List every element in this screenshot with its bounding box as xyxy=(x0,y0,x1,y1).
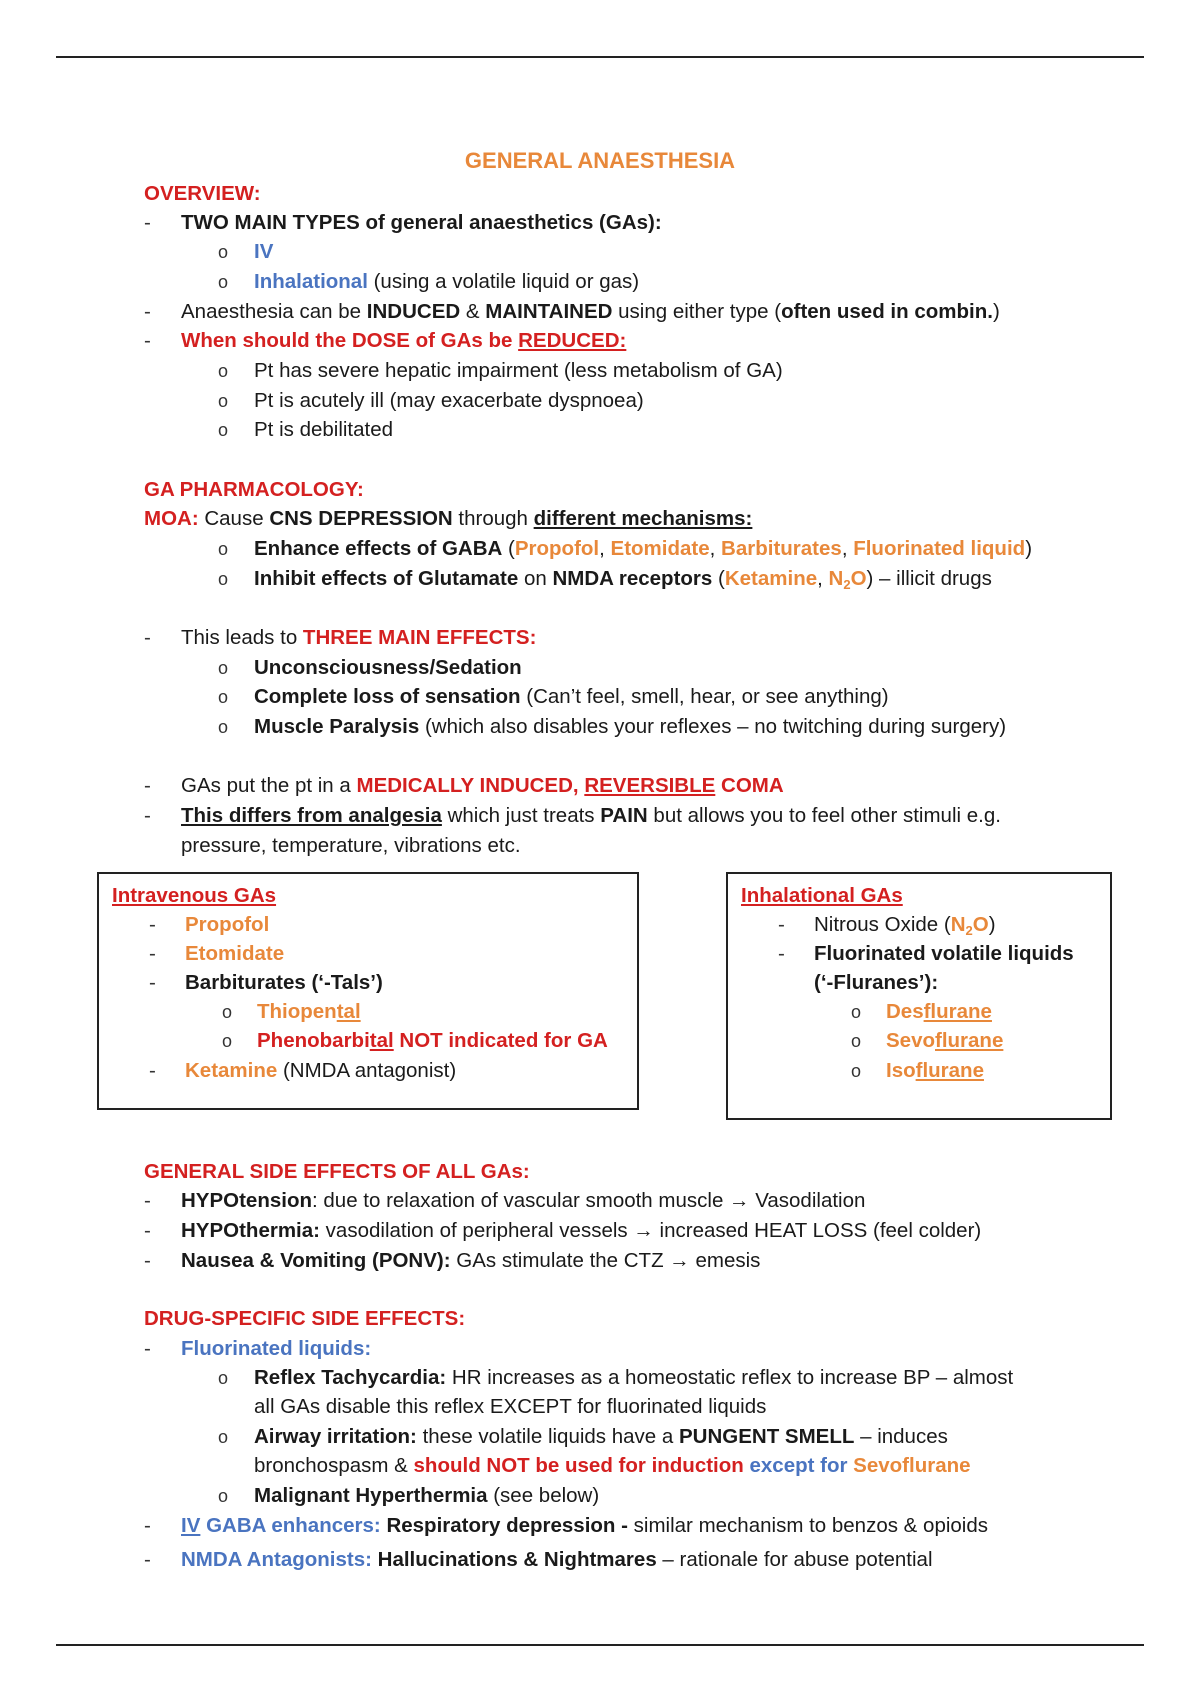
inh-fluorinated: Fluorinated volatile liquids xyxy=(814,942,1074,965)
differs-line-2: pressure, temperature, vibrations etc. xyxy=(181,834,521,857)
inh-box-heading: Inhalational GAs xyxy=(741,884,903,907)
iv-box-heading: Intravenous GAs xyxy=(112,884,277,907)
moa-line: MOA: Cause CNS DEPRESSION through different mechanisms: xyxy=(144,507,753,530)
circle-bullet-icon: o xyxy=(218,1486,229,1506)
circle-bullet-icon: o xyxy=(218,687,229,707)
type-inhalational: Inhalational (using a volatile liquid or gas) xyxy=(254,270,640,293)
circle-bullet-icon: o xyxy=(218,1427,229,1447)
malignant-hyperthermia: Malignant Hyperthermia (see below) xyxy=(254,1484,600,1507)
dash-bullet: - xyxy=(144,1514,151,1537)
effect-item: Unconsciousness/Sedation xyxy=(254,656,522,679)
general-se-item: HYPOthermia: vasodilation of peripheral vessels → increased HEAT LOSS (feel colder) xyxy=(181,1219,982,1242)
dose-item: Pt has severe hepatic impairment (less metabolism of GA) xyxy=(254,359,783,382)
general-se-item: Nausea & Vomiting (PONV): GAs stimulate the CTZ → emesis xyxy=(181,1249,761,1272)
bottom-rule xyxy=(56,1644,1144,1646)
dash-bullet: - xyxy=(144,1249,151,1272)
type-iv: IV xyxy=(254,240,274,263)
iv-propofol: Propofol xyxy=(185,913,270,936)
iv-phenobarbital: Phenobarbital NOT indicated for GA xyxy=(257,1029,608,1052)
circle-bullet-icon: o xyxy=(218,361,229,381)
iv-barbiturates: Barbiturates (‘-Tals’) xyxy=(185,971,383,994)
dash-bullet: - xyxy=(778,942,785,965)
drug-se-fluorinated: Fluorinated liquids: xyxy=(181,1337,372,1360)
dash-bullet: - xyxy=(144,1189,151,1212)
differs-line: This differs from analgesia which just treats PAIN but allows you to feel other stimuli e.g. xyxy=(181,804,1001,827)
induced-line: Anaesthesia can be INDUCED & MAINTAINED using either type (often used in combin.) xyxy=(181,300,1000,323)
dose-item: Pt is debilitated xyxy=(254,418,394,441)
dose-line: When should the DOSE of GAs be REDUCED: xyxy=(181,329,627,352)
page-title: GENERAL ANAESTHESIA xyxy=(464,148,736,173)
dash-bullet: - xyxy=(144,626,151,649)
pharmacology-heading: GA PHARMACOLOGY: xyxy=(144,478,364,501)
dash-bullet: - xyxy=(144,300,151,323)
overview-heading: OVERVIEW: xyxy=(144,182,261,205)
dash-bullet: - xyxy=(144,211,151,234)
nmda-line: Inhibit effects of Glutamate on NMDA receptors (Ketamine, $N_2O$) – illicit drugs xyxy=(254,567,992,592)
circle-bullet-icon: o xyxy=(851,1031,862,1051)
reflex-tachycardia-2: all GAs disable this reflex EXCEPT for fluorinated liquids xyxy=(254,1395,767,1418)
circle-bullet-icon: o xyxy=(218,1368,229,1388)
iv-ketamine: Ketamine (NMDA antagonist) xyxy=(185,1059,457,1082)
reflex-tachycardia: Reflex Tachycardia: HR increases as a homeostatic reflex to increase BP – almost xyxy=(254,1366,1014,1389)
airway-irritation-2: bronchospasm & should NOT be used for induction except for Sevoflurane xyxy=(254,1454,971,1477)
general-se-heading: GENERAL SIDE EFFECTS OF ALL GAs: xyxy=(144,1160,530,1183)
effect-item: Complete loss of sensation (Can’t feel, smell, hear, or see anything) xyxy=(254,685,889,708)
circle-bullet-icon: o xyxy=(222,1031,233,1051)
circle-bullet-icon: o xyxy=(851,1061,862,1081)
dash-bullet: - xyxy=(144,329,151,352)
inh-nitrous: Nitrous Oxide $(N_2O)$ xyxy=(814,913,996,938)
dash-bullet: - xyxy=(149,913,156,936)
circle-bullet-icon: o xyxy=(218,717,229,737)
circle-bullet-icon: o xyxy=(218,658,229,678)
dash-bullet: - xyxy=(144,774,151,797)
circle-bullet-icon: o xyxy=(222,1002,233,1022)
dash-bullet: - xyxy=(144,804,151,827)
circle-bullet-icon: o xyxy=(218,539,229,559)
general-se-item: HYPOtension: due to relaxation of vascular smooth muscle → Vasodilation xyxy=(181,1189,866,1212)
circle-bullet-icon: o xyxy=(218,569,229,589)
circle-bullet-icon: o xyxy=(218,242,229,262)
dash-bullet: - xyxy=(149,942,156,965)
dash-bullet: - xyxy=(144,1337,151,1360)
nmda-antagonists: NMDA Antagonists: Hallucinations & Nightmares – rationale for abuse potential xyxy=(181,1548,933,1571)
inh-fluranes: (‘-Fluranes’): xyxy=(814,971,939,994)
types-line: TWO MAIN TYPES of general anaesthetics (GAs): xyxy=(181,211,662,234)
gaba-line: Enhance effects of GABA (Propofol, Etomidate, Barbiturates, Fluorinated liquid) xyxy=(254,537,1033,560)
effects-line: This leads to THREE MAIN EFFECTS: xyxy=(181,626,537,649)
inh-desflurane: Desflurane xyxy=(886,1000,992,1023)
circle-bullet-icon: o xyxy=(851,1002,862,1022)
dash-bullet: - xyxy=(144,1219,151,1242)
circle-bullet-icon: o xyxy=(218,272,229,292)
dash-bullet: - xyxy=(144,1548,151,1571)
iv-gaba-enhancers: IV GABA enhancers: Respiratory depression - similar mechanism to benzos & opioids xyxy=(181,1514,989,1537)
circle-bullet-icon: o xyxy=(218,391,229,411)
top-rule xyxy=(56,56,1144,58)
dose-item: Pt is acutely ill (may exacerbate dyspnoea) xyxy=(254,389,644,412)
iv-thiopental: Thiopental xyxy=(257,1000,361,1023)
coma-line: GAs put the pt in a MEDICALLY INDUCED, REVERSIBLE COMA xyxy=(181,774,784,797)
effect-item: Muscle Paralysis (which also disables your reflexes – no twitching during surgery) xyxy=(254,715,1007,738)
inh-isoflurane: Isoflurane xyxy=(886,1059,984,1082)
circle-bullet-icon: o xyxy=(218,420,229,440)
airway-irritation: Airway irritation: these volatile liquids have a PUNGENT SMELL – induces xyxy=(254,1425,948,1448)
inh-sevoflurane: Sevoflurane xyxy=(886,1029,1004,1052)
dash-bullet: - xyxy=(149,1059,156,1082)
drug-se-heading: DRUG-SPECIFIC SIDE EFFECTS: xyxy=(144,1307,466,1330)
dash-bullet: - xyxy=(778,913,785,936)
iv-etomidate: Etomidate xyxy=(185,942,285,965)
dash-bullet: - xyxy=(149,971,156,994)
